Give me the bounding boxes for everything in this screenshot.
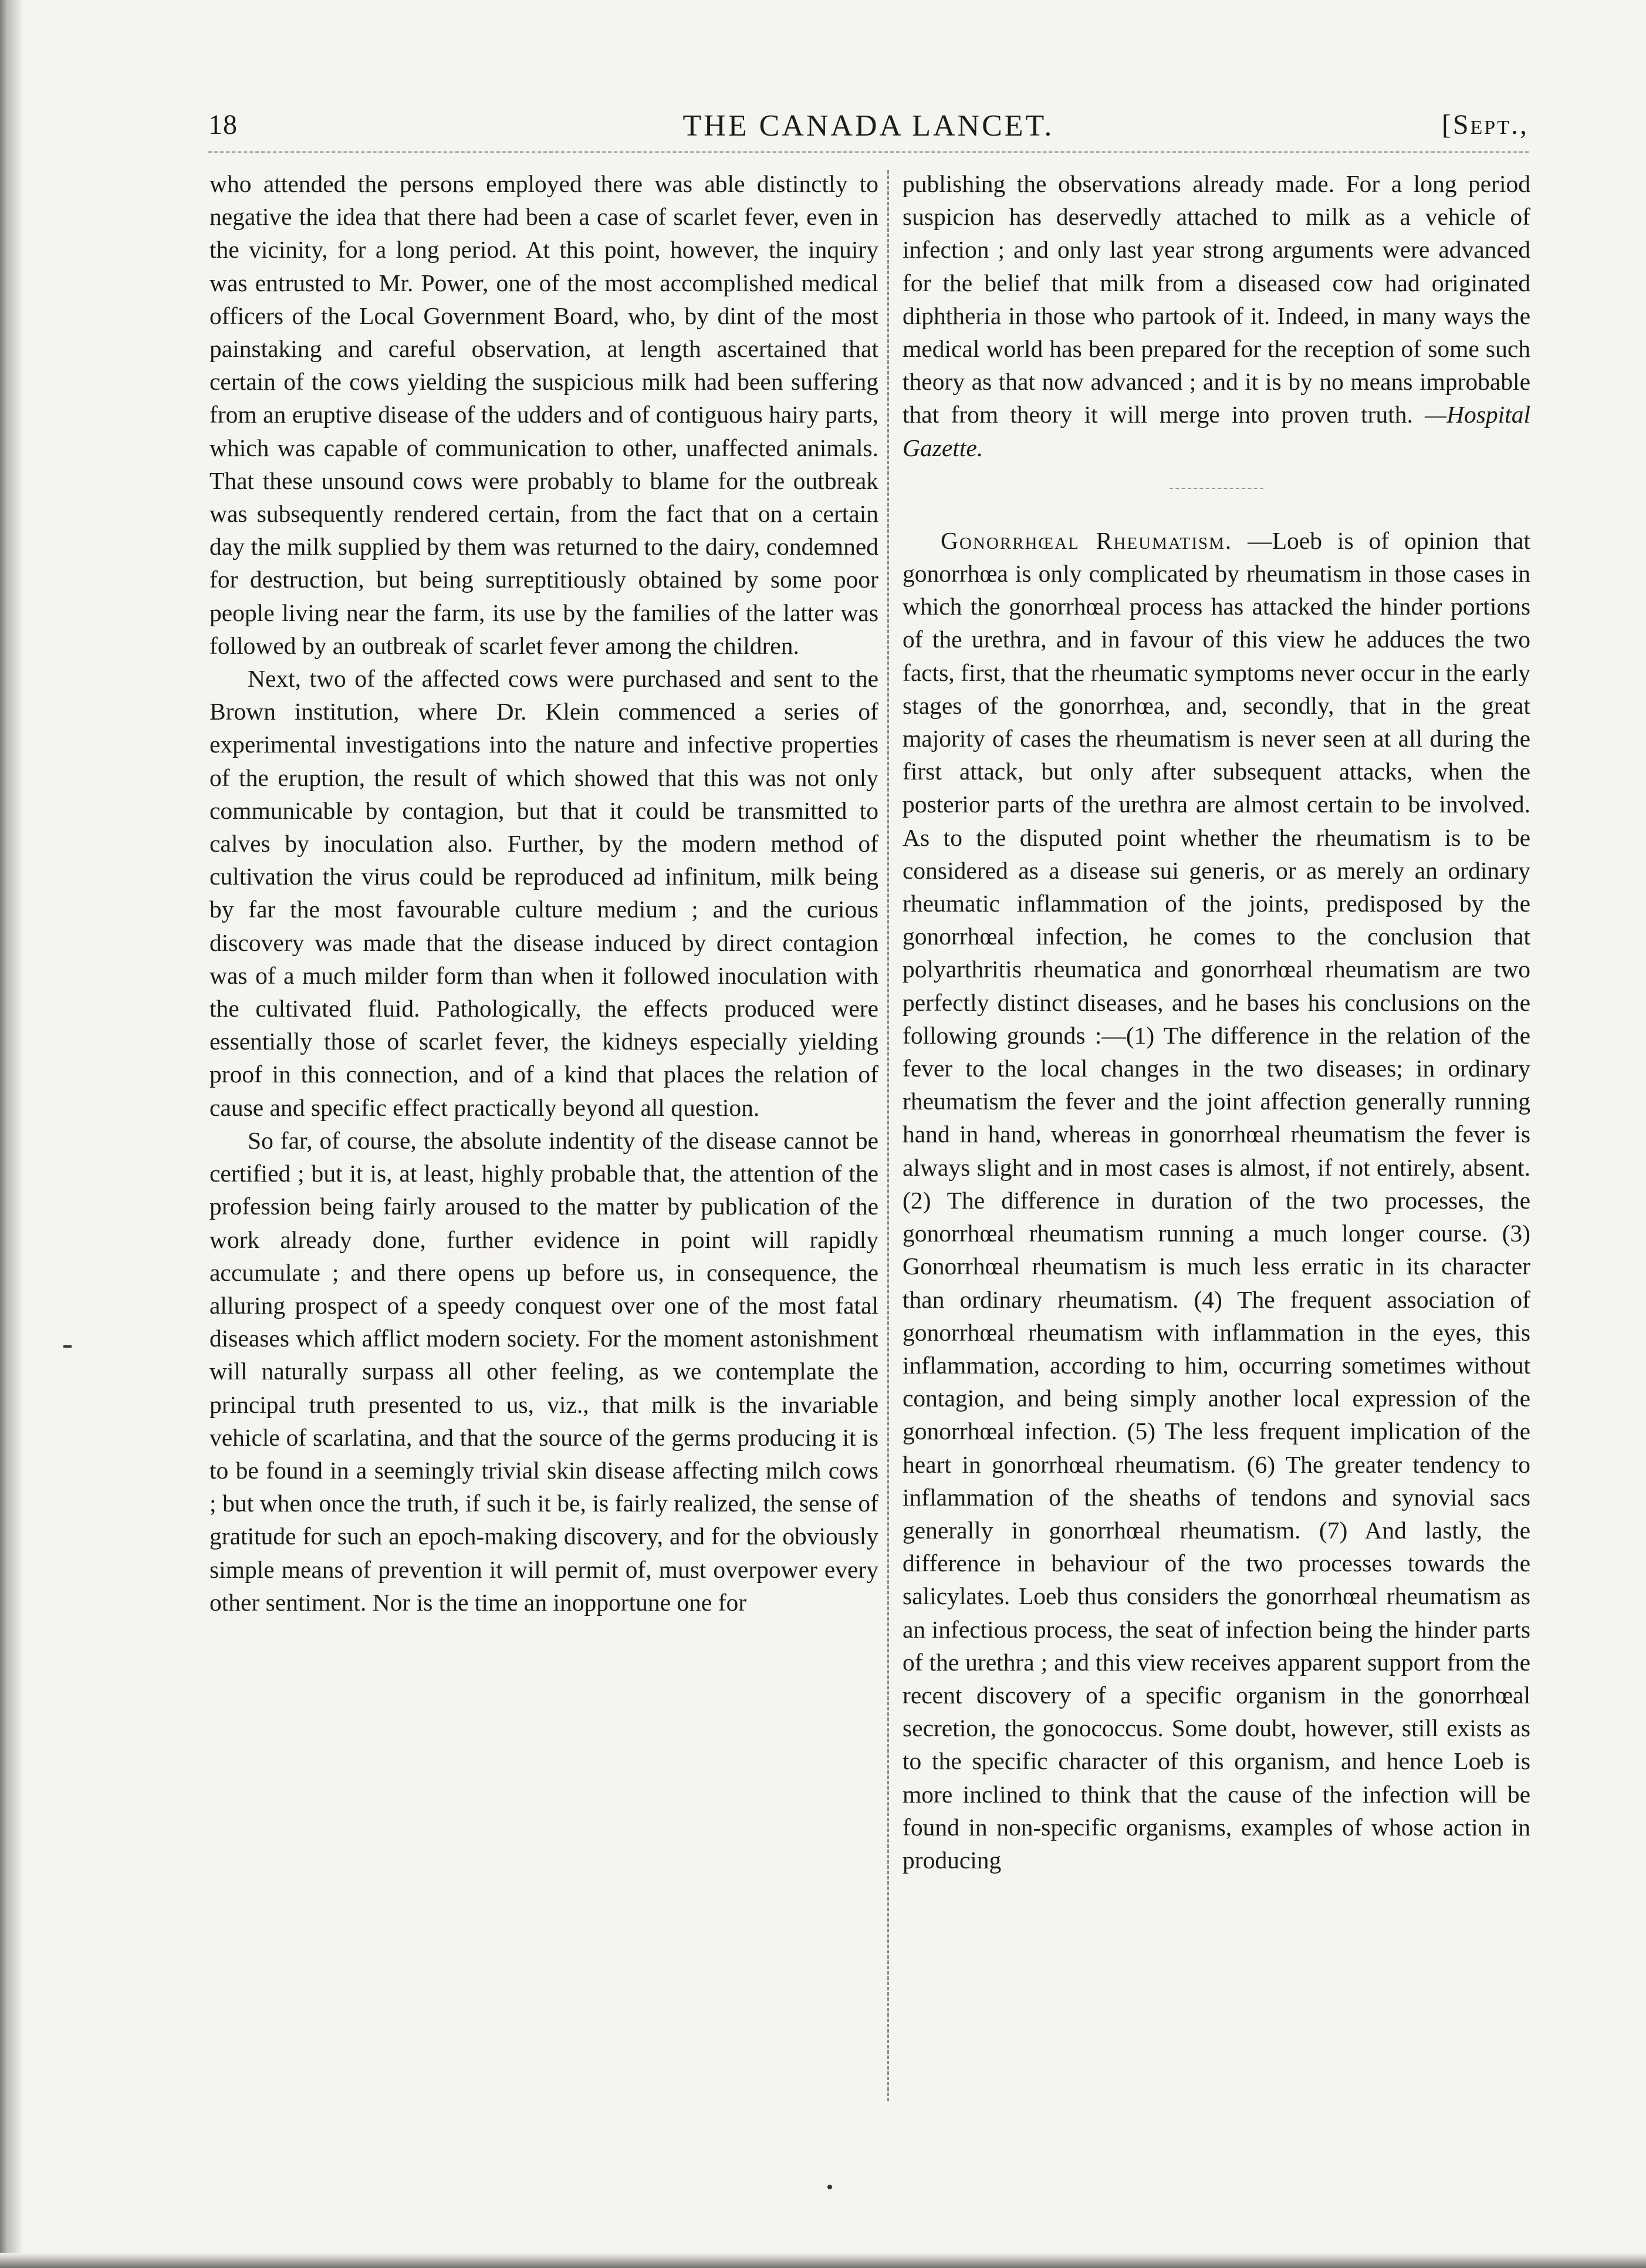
right-paragraph-1-text: publishing the observations already made. For a long period suspicion has deservedly attached to milk as a vehicle of infection ; and only last year strong arguments were advanced for the belief that milk from a diseased cow had originated diphtheria in those who partook of it. Indeed, in many ways the medical world has been prepared for the reception of some such theory as that now advanced ; and it is by no means improbable that from theory it will merge into proven truth. <box>903 170 1530 428</box>
left-paragraph-1: who attended the persons employed there was able distinctly to negative the idea that there had been a case of scarlet fever, even in the vicinity, for a long period. At this point, however, the inquiry was entrusted to Mr. Power, one of the most accomplished medical officers of the Local Government Board, who, by dint of the most painstaking and careful observation, at length ascertained that certain of the cows yielding the suspicious milk had been suffering from an eruptive disease of the udders and of contiguous hairy parts, which was capable of communication to other, unaffected animals. That these unsound cows were probably to blame for the outbreak was subsequently rendered certain, from the fact that on a certain day the milk supplied by them was returned to the dairy, condemned for destruction, but being surreptitiously obtained by some poor people living near the farm, its use by the families of the latter was followed by an outbreak of scarlet fever among the children. <box>209 170 878 659</box>
header-rule <box>208 151 1529 153</box>
issue-date: [Sept., <box>1441 109 1529 140</box>
source-citation: —Hospital Gazette. <box>903 401 1530 461</box>
page-number: 18 <box>208 109 238 140</box>
running-title: THE CANADA LANCET. <box>682 109 1054 143</box>
right-paragraph-2-text: —Loeb is of opinion that gonorrhœa is only complicated by rheumatism in those cases in which the gonorrhœal process has attacked the hinder portions of the urethra, and in favour of this view he adduces the two facts, first, that the rheumatic symptoms never occur in the early stages of the gonorrhœa, and, secondly, that in the great majority of cases the rheumatism is never seen at all during the first attack, but only after subsequent attacks, when the posterior parts of the urethra are almost certain to be involved. As to the disputed point whether the rheumatism is to be considered as a disease sui generis, or as merely an ordinary rheumatic inflammation of the joints, predisposed by the gonorrhœal infection, he comes to the conclusion that polyarthritis rheumatica and gonorrhœal rheumatism are two perfectly distinct diseases, and he bases his conclusions on the following grounds :—(1) The difference in the relation of the fever to the local changes in the two diseases; in ordinary rheumatism the fever and the joint affection generally running hand in hand, whereas in gonorrhœal rheumatism the fever is always slight and in most cases is almost, if not entirely, absent. (2) The difference in duration of the two processes, the gonorrhœal rheumatism running a much longer course. (3) Gonorrhœal rheumatism is much less erratic in its character than ordinary rheumatism. (4) The frequent association of gonorrhœal rheumatism with inflammation in the eyes, this inflammation, according to him, occurring sometimes without contagion, and being simply another local expression of the gonorrhœal infection. (5) The less frequent implication of the heart in gonorrhœal rheumatism. (6) The greater tendency to inflammation of the sheaths of tendons and synovial sacs generally in gonorrhœal rheumatism. (7) And lastly, the difference in behaviour of the two processes towards the salicylates. Loeb thus considers the gonorrhœal rheumatism as an infectious process, the seat of infection being the hinder parts of the urethra ; and this view receives apparent support from the recent discovery of a specific organism in the gonorrhœal secretion, the gonococcus. Some doubt, however, still exists as to the specific character of this organism, and hence Loeb is more inclined to think that the cause of the infection will be found in non-specific organisms, examples of whose action in producing <box>903 526 1531 1874</box>
page-binding-shadow <box>0 0 23 2268</box>
page-bottom-shadow <box>0 2253 1646 2268</box>
left-paragraph-3: So far, of course, the absolute indentity of the disease cannot be certified ; but it is, at least, highly probable that, the attention of the profession being fairly aroused to the matter by publication of the work already done, further evidence in point will rapidly accumulate ; and there opens up before us, in consequence, the alluring prospect of a speedy conquest over one of the most fatal diseases which afflict modern society. For the moment astonishment will naturally surpass all other feeling, as we contemplate the principal truth presented to us, viz., that milk is the invariable vehicle of scarlatina, and that the source of the germs producing it is to be found in a seemingly trivial skin disease affecting milch cows ; but when once the truth, if such it be, is fairly realized, the sense of gratitude for such an epoch-making discovery, and for the obviously simple means of prevention it will permit of, must overpower every other sentiment. Nor is the time an inopportune one for <box>209 1126 878 1616</box>
print-speck <box>827 2185 832 2189</box>
margin-mark <box>63 1345 72 1348</box>
left-paragraph-2: Next, two of the affected cows were purchased and sent to the Brown institution, where Dr. Klein commenced a series of experimental investigations into the nature and infective properties of the eruption, the result of which showed that this was not only communicable by contagion, but that it could be transmitted to calves by inoculation also. Further, by the modern method of cultivation the virus could be reproduced ad infinitum, milk being by far the most favourable culture medium ; and the curious discovery was made that the disease induced by direct contagion was of a much milder form than when it followed inoculation with the cultivated fluid. Pathologically, the effects produced were essentially those of scarlet fever, the kidneys especially yielding proof in this connection, and of a kind that places the relation of cause and specific effect practically beyond all question. <box>209 665 878 1121</box>
article-separator <box>1170 488 1263 489</box>
right-column <box>903 167 1530 1877</box>
right-paragraph-1 <box>903 167 1530 464</box>
column-divider <box>887 170 889 2101</box>
left-column <box>209 167 878 1619</box>
right-paragraph-2 <box>903 524 1530 1877</box>
page-header <box>208 109 1529 150</box>
article-heading: Gonorrhœal Rheumatism. <box>941 526 1233 554</box>
